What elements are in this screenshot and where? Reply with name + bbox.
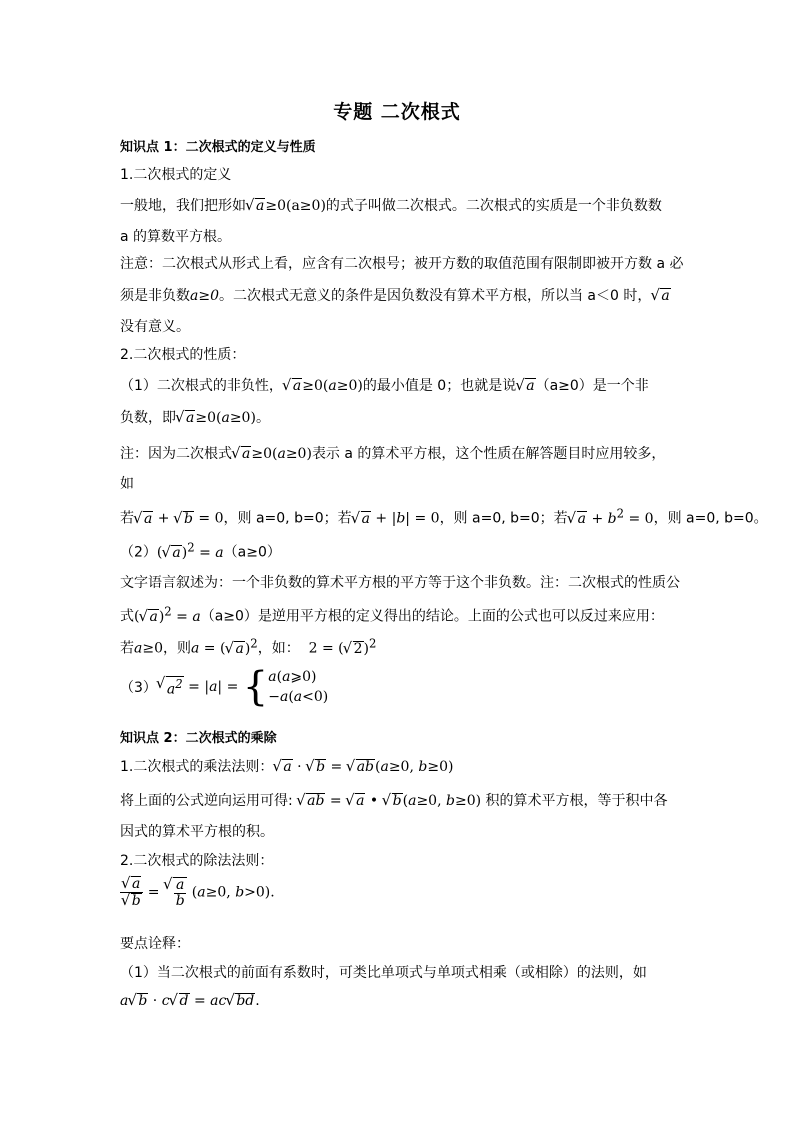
section-heading-1: 知识点 1：二次根式的定义与性质 [120,140,316,155]
subheading-properties: 2.二次根式的性质： [120,347,246,363]
key-point-1: （1）当二次根式的前面有系数时，可类比单项式与单项式相乘（或相除）的法则，如 [120,965,647,981]
page-title: 专题 二次根式 [333,101,461,123]
property-1-line: （1）二次根式的非负性，√ a≥0(a≥0)的最小值是 0；也就是说√ a（a≥0）是一个非 [120,375,680,395]
text-line-2: 式(√ a)$^2$ = a（a≥0）是逆用平方根的定义得出的结论。上面的公式也可以反过来应用： [120,604,680,626]
subheading-definition: 1.二次根式的定义 [120,167,232,183]
sqrt-a: √ a [651,288,670,304]
note-line-1: 注意：二次根式从形式上看，应含有二次根号；被开方数的取值范围有限制即被开方数 a 必 [120,256,684,272]
property-1-cont: 负数，即√ a≥0(a≥0)。 [120,407,680,427]
note-line-2: 须是非负数a≥0。二次根式无意义的条件是因负数没有算术平方根，所以当 a＜0 时，√ a [120,285,680,305]
examples-line: 若√ a + √ b = 0，则 a=0, b=0；若√ a + |b| = 0，则 a=0, b=0；若√ $a + b^2 = 0$，则 a=0, b=0。 [120,506,680,528]
section-heading-2: 知识点 2：二次根式的乘除 [120,731,277,746]
division-rule: 2.二次根式的除法法则： [120,853,274,869]
note-2-cont: 如 [120,476,134,492]
sqrt-a: √ a [246,198,265,214]
key-point-1-example: a√ b · c√ d = ac√ bd. [120,993,680,1009]
multiplication-reverse: 将上面的公式逆向运用可得: √ ab = √ a • √ b(a≥0, b≥0) 积的算术平方根，等于积中各 [120,790,680,810]
text-line-1: 文字语言叙述为：一个非负数的算术平方根的平方等于这个非负数。注：二次根式的性质公 [120,575,680,591]
multiplication-reverse-cont: 因式的算术平方根的积。 [120,824,274,840]
definition-line: 一般地，我们把形如√ a≥0(a≥0)的式子叫做二次根式。二次根式的实质是一个非负数数 [120,195,680,215]
multiplication-rule: 1.二次根式的乘法法则：√ a · √ b = √ ab(a≥0, b≥0) [120,756,680,776]
division-formula: √ a √ b = √ $\frac{a}{b}$ (a≥0, b>0). [120,876,680,909]
key-points-label: 要点诠释： [120,936,190,952]
property-2-line: （2）(√ a)$^2$ = a（a≥0） [120,540,680,562]
note-line-3: 没有意义。 [120,319,190,335]
definition-cont: a 的算数平方根。 [120,229,232,245]
note-2-line: 注：因为二次根式√ a≥0(a≥0)表示 a 的算术平方根，这个性质在解答题目时应用较多， [120,443,680,463]
text-line-3: 若a≥0，则a = (√ a)$^2$，如： 2 = (√ 2)$^2$ [120,636,680,658]
property-3-line: （3）√ $a^2 = |a|$ = { a(a⩾0) −a(a<0) [120,667,680,707]
